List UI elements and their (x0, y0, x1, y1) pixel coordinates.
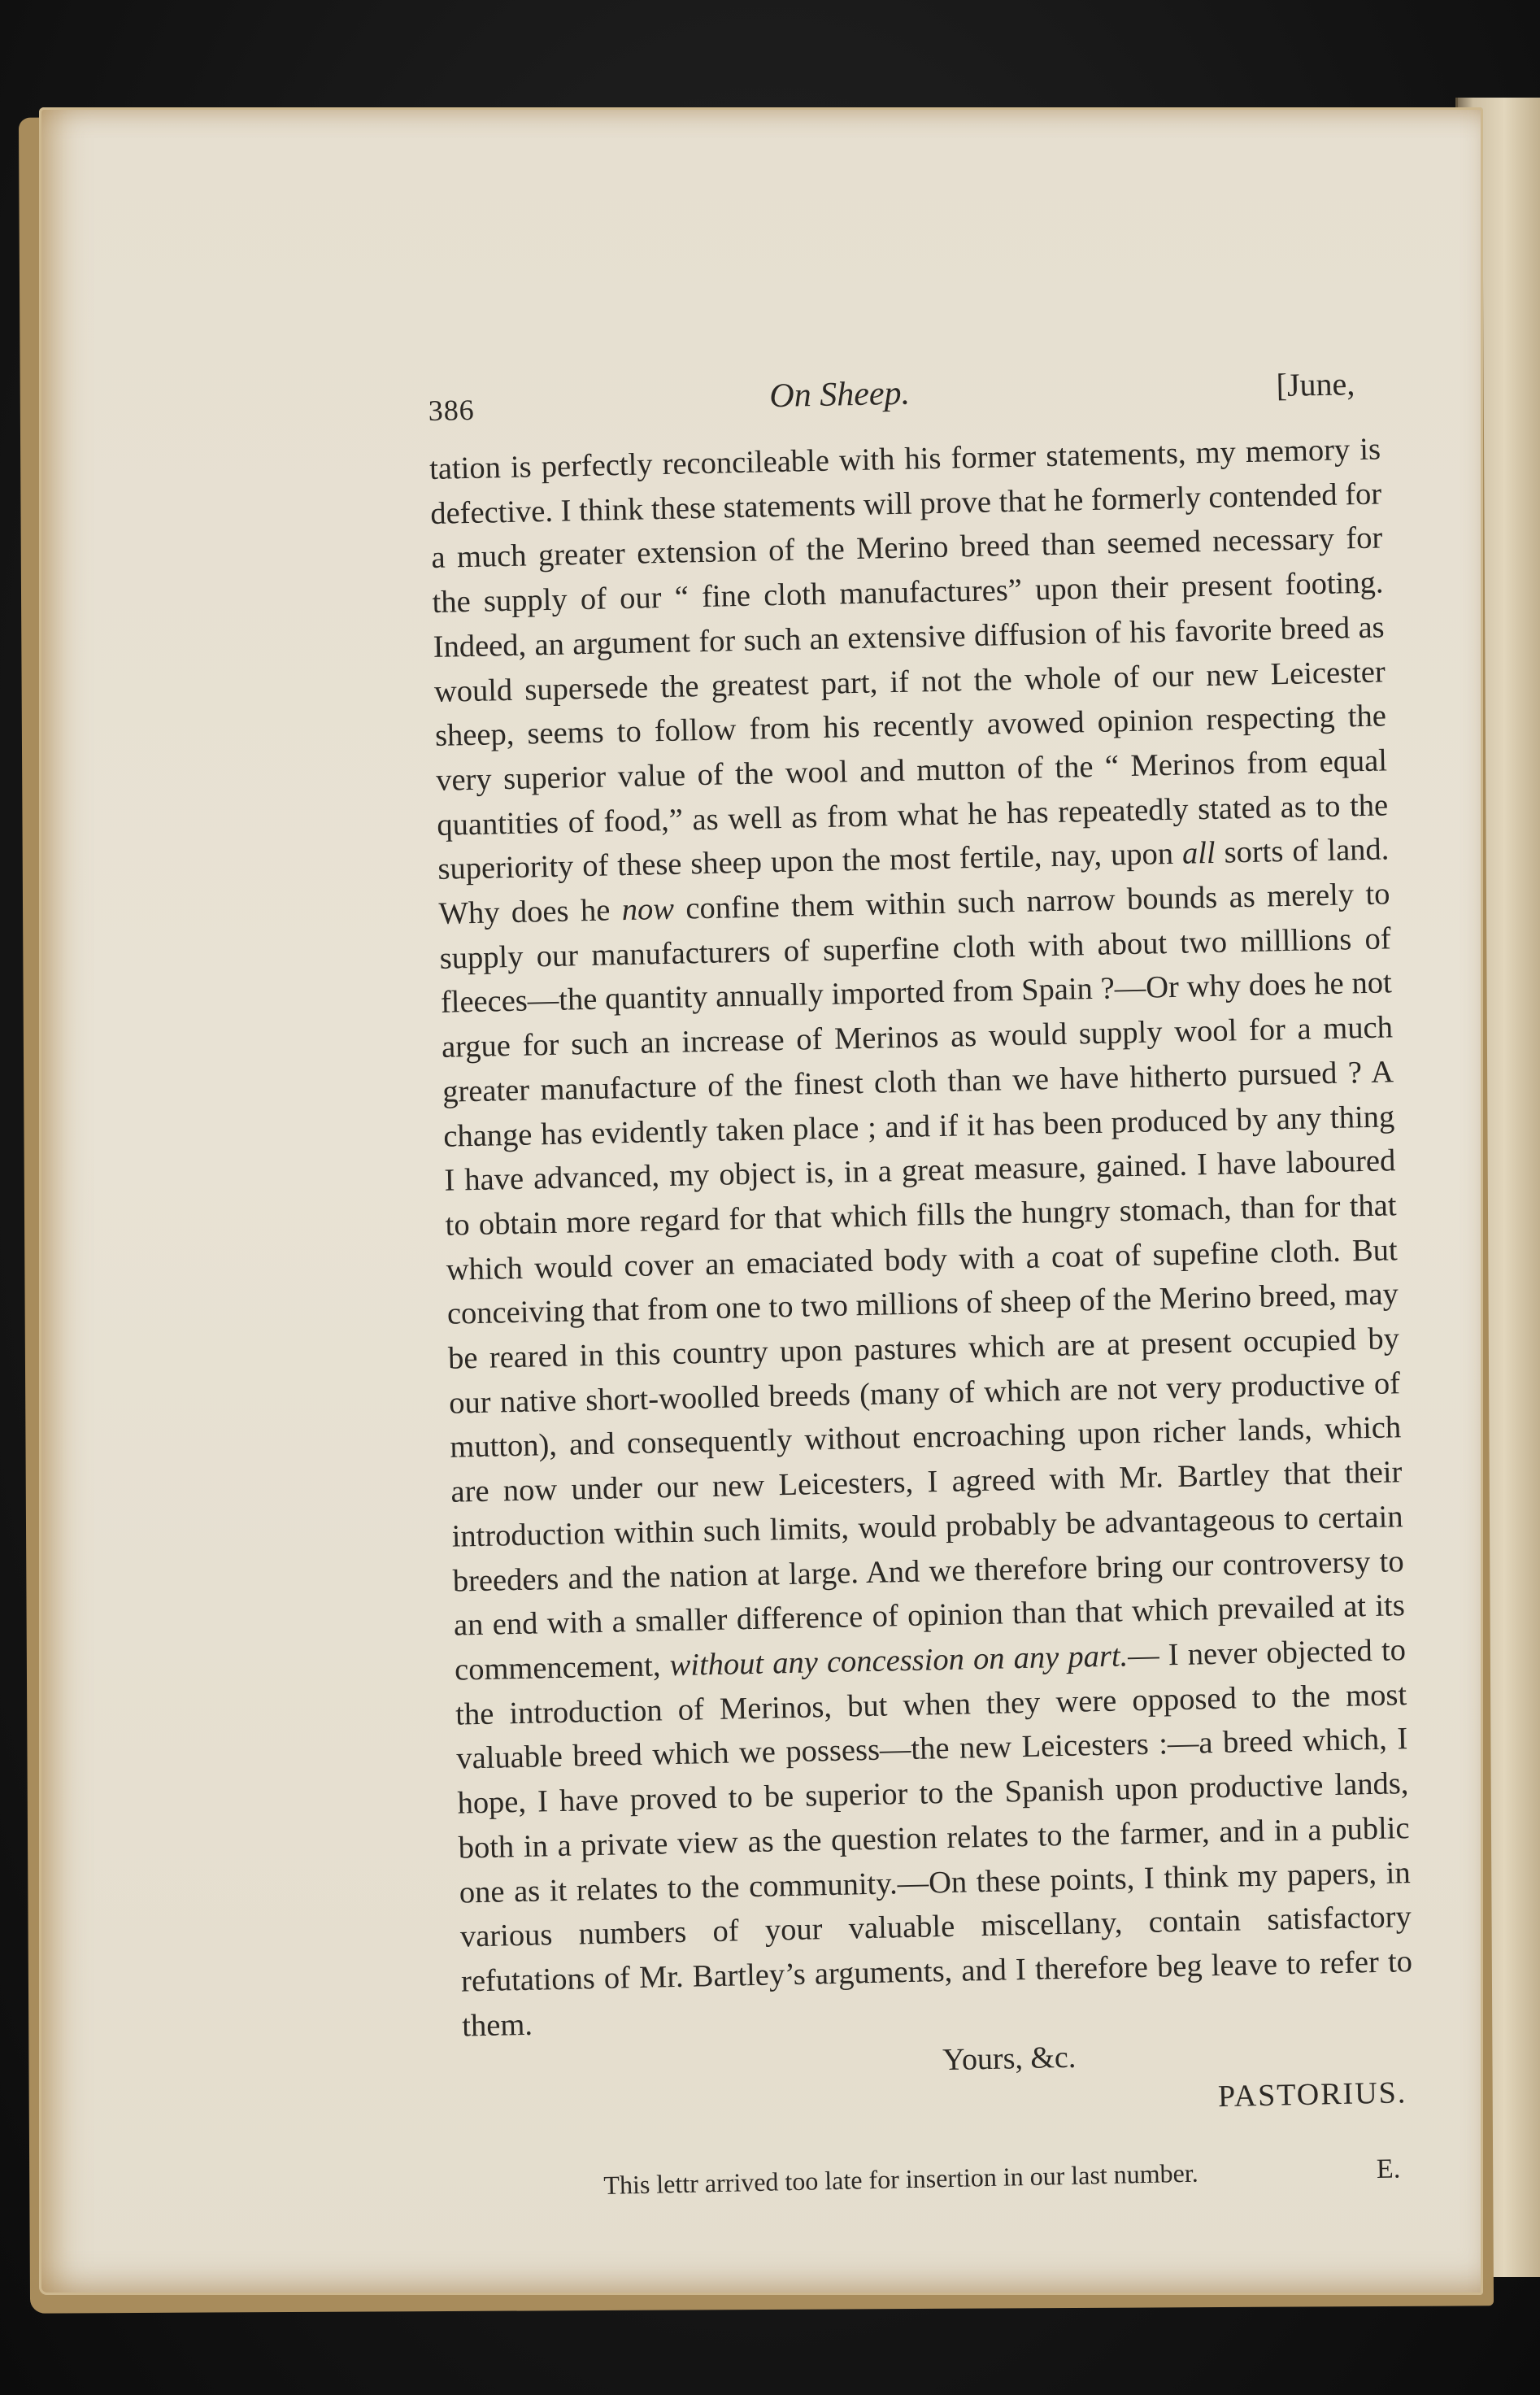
letter-body (429, 427, 1414, 2048)
running-title: On Sheep. (768, 374, 911, 416)
editor-note-text: This lettr arrived too late for insertion in our last number. (603, 2158, 1199, 2201)
signature: PASTORIUS. (1217, 2075, 1407, 2114)
letter-closing (463, 2028, 1416, 2137)
body-text-sentence-b: confine them within such narrow bounds as merely to supply our manufacturers of superfine cloth with about two milllions of fleeces—the quantity annually imported from Spain ?—Or why does he not argue for such an increase of Merinos as would supply wool for a much greater manufacture of the finest cloth than we have hitherto pursued ? A change has evidently taken place ; and if it has been produced by any thing I have advanced, my object is, in a great measure, gained. I have laboured to obtain more regard for that which fills the hungry stomach, than for that which would cover an emaciated body with a coat of supefine cloth. But conceiving that from one to two millions of sheep of the Merino breed, may be reared in this country upon pastures which are at present occupied by our native short-woolled breeds (many of which are not very productive of mutton), and consequently without encroaching upon richer lands, which are now under our new Leicesters, I agreed with Mr. Bartley that their introduction within such limits, would probably be advantageous to certain breeders and the nation at large. And we therefore bring our controversy to an end with a smaller difference of opinion than that which prevailed at its commencement, (439, 877, 1406, 1687)
running-head (428, 364, 1380, 432)
closing-salutation: Yours, &c. (942, 2040, 1077, 2078)
body-text-opening: tation is perfectly reconcileable with his former statements, my memory is defective. I think these statements will prove that he formerly contended for a much greater extension of the Merino breed than seemed necessary for the supply of our “ fine cloth manufactures” upon their present footing. Indeed, an argument for such an extensive diffusion of his favorite breed as would supersede the greatest part, if not the whole of our new Leicester sheep, seems to follow from his recently avowed opinion respecting the very superior value of the wool and mutton of the “ Merinos from equal quantities of food,” as well as from what he has repeatedly stated as to the superiority of these sheep upon the most fertile, nay, upon (429, 432, 1389, 887)
emphasis-concession: without any concession on any part. (669, 1639, 1129, 1683)
editor-mark: E. (1376, 2153, 1401, 2185)
editor-note (465, 2153, 1417, 2222)
page-number: 386 (428, 393, 476, 427)
running-date: [June, (1276, 365, 1355, 404)
emphasis-all: all (1181, 836, 1216, 872)
emphasis-now: now (621, 891, 675, 928)
page-content (428, 364, 1417, 2222)
body-paragraph (429, 427, 1414, 2048)
book-page (39, 107, 1483, 2295)
body-text-sentence-a: sorts of land. Why does he (438, 832, 1390, 931)
body-text-sentence-c: — I never objected to the introduction of Merinos, but when they were opposed to the most valuable breed which we possess—the new Leicesters :—a breed which, I hope, I have proved to be superior to the Spanish upon productive lands, both in a private view as the question relates to the farmer, and in a public one as it relates to the community.—On these points, I think my papers, in various numbers of your valuable miscellany, contain satisfactory refutations of Mr. Bartley’s arguments, and I therefore beg leave to refer to them. (455, 1633, 1413, 2044)
